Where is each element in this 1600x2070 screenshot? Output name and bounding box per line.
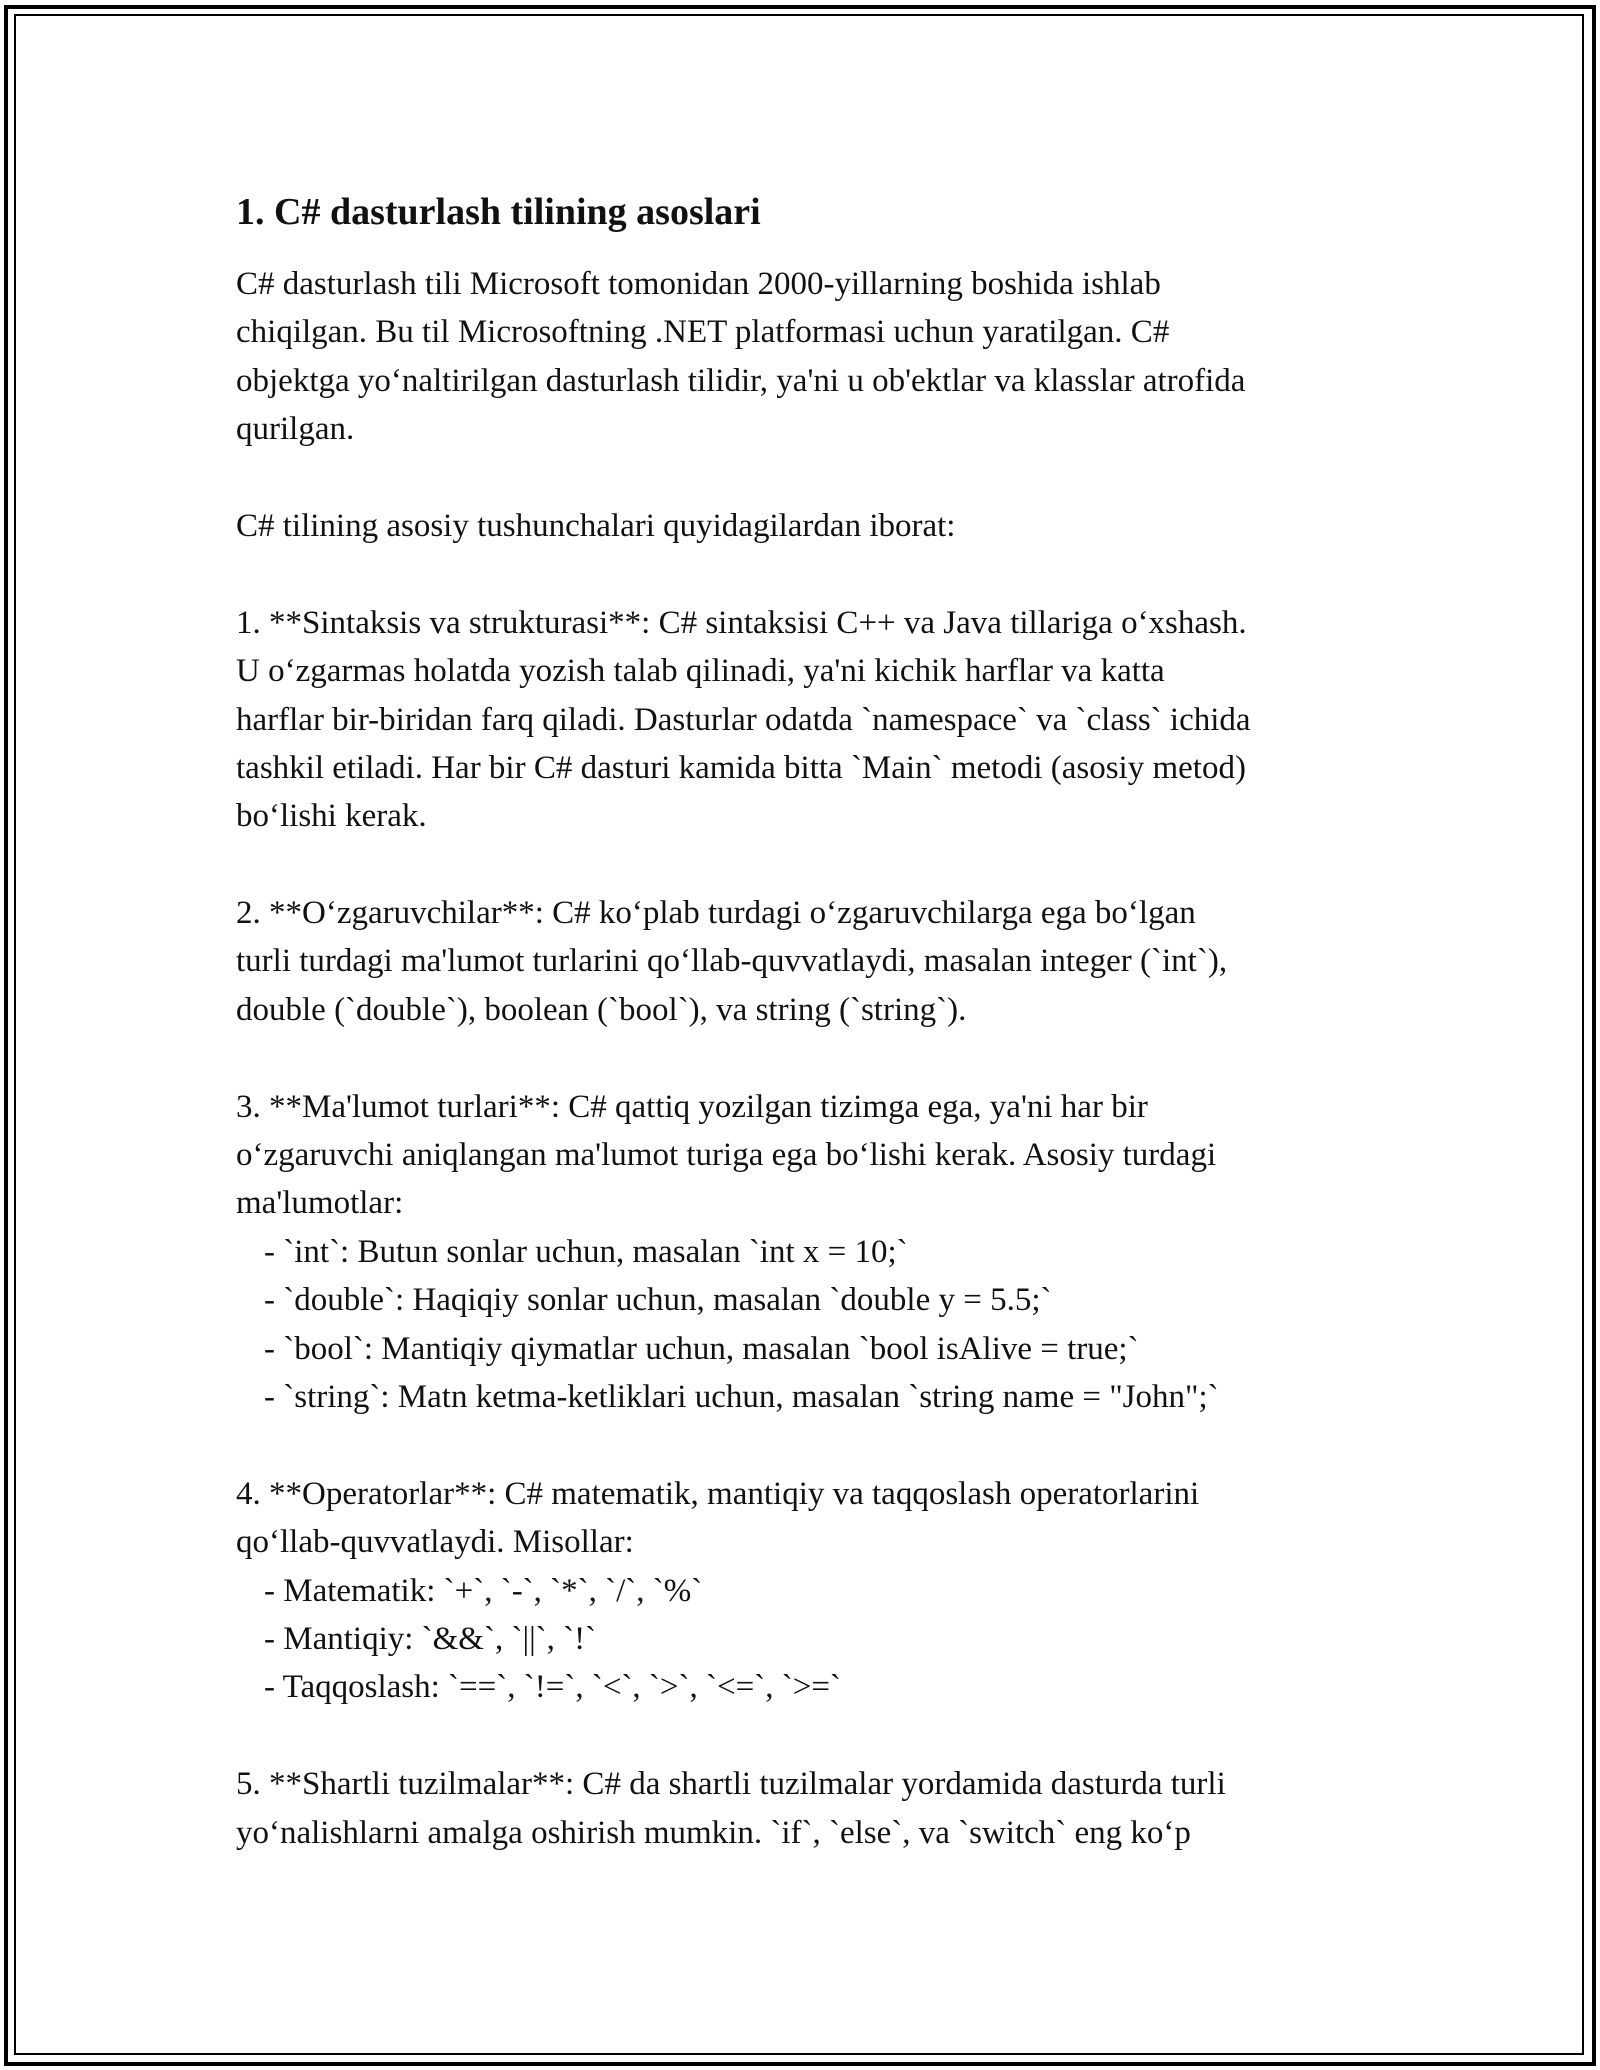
blank-line bbox=[236, 841, 1386, 889]
list-item: - `double`: Haqiqiy sonlar uchun, masalan `double y = 5.5;` bbox=[264, 1282, 1052, 1319]
text-line: C# tilining asosiy tushunchalari quyidagilardan iborat: bbox=[236, 507, 956, 544]
page-title: 1. C# dasturlash tilining asoslari bbox=[236, 191, 761, 233]
list-item: - `bool`: Mantiqiy qiymatlar uchun, masalan `bool isAlive = true;` bbox=[264, 1330, 1139, 1367]
blank-line bbox=[236, 1712, 1386, 1760]
list-item: - Mantiqiy: `&&`, `||`, `!` bbox=[264, 1620, 597, 1657]
blank-line bbox=[236, 1421, 1386, 1469]
text-line: chiqilgan. Bu til Microsoftning .NET platformasi uchun yaratilgan. C# bbox=[236, 314, 1170, 351]
text-line: 4. **Operatorlar**: C# matematik, mantiqiy va taqqoslash operatorlarini bbox=[236, 1475, 1200, 1512]
section-data-types bbox=[236, 1083, 1386, 1422]
paragraph-intro bbox=[236, 260, 1386, 454]
list-item: - Taqqoslash: `==`, `!=`, `<`, `>`, `<=`, `>=` bbox=[264, 1669, 841, 1706]
section-syntax bbox=[236, 599, 1386, 841]
text-line: double (`double`), boolean (`bool`), va string (`string`). bbox=[236, 991, 967, 1028]
text-line: yo‘nalishlarni amalga oshirish mumkin. `if`, `else`, va `switch` eng ko‘p bbox=[236, 1814, 1191, 1851]
text-line: o‘zgaruvchi aniqlangan ma'lumot turiga ega bo‘lishi kerak. Asosiy turdagi bbox=[236, 1137, 1217, 1174]
text-line: C# dasturlash tili Microsoft tomonidan 2000-yillarning boshida ishlab bbox=[236, 266, 1161, 302]
text-line: 5. **Shartli tuzilmalar**: C# da shartli tuzilmalar yordamida dasturda turli bbox=[236, 1766, 1226, 1803]
document-content bbox=[236, 186, 1386, 1857]
section-conditionals bbox=[236, 1760, 1386, 1857]
text-line: 2. **O‘zgaruvchilar**: C# ko‘plab turdagi o‘zgaruvchilarga ega bo‘lgan bbox=[236, 895, 1196, 932]
list-item: - `string`: Matn ketma-ketliklari uchun, masalan `string name = "John";` bbox=[264, 1378, 1219, 1415]
list-item: - Matematik: `+`, `-`, `*`, `/`, `%` bbox=[264, 1572, 703, 1609]
text-line: objektga yo‘naltirilgan dasturlash tilidir, ya'ni u ob'ektlar va klasslar atrofida bbox=[236, 362, 1246, 399]
blank-line bbox=[236, 1034, 1386, 1082]
blank-line bbox=[236, 550, 1386, 598]
text-line: 3. **Ma'lumot turlari**: C# qattiq yozilgan tizimga ega, ya'ni har bir bbox=[236, 1088, 1148, 1125]
text-line: U o‘zgarmas holatda yozish talab qilinadi, ya'ni kichik harflar va katta bbox=[236, 653, 1165, 690]
list-item: - `int`: Butun sonlar uchun, masalan `int x = 10;` bbox=[264, 1233, 908, 1270]
text-line: ma'lumotlar: bbox=[236, 1185, 404, 1222]
text-line: harflar bir-biridan farq qiladi. Dasturlar odatda `namespace` va `class` ichida bbox=[236, 701, 1251, 738]
text-line: turli turdagi ma'lumot turlarini qo‘llab-quvvatlaydi, masalan integer (`int`), bbox=[236, 943, 1228, 980]
section-variables bbox=[236, 889, 1386, 1034]
text-line: 1. **Sintaksis va strukturasi**: C# sintaksisi C++ va Java tillariga o‘xshash. bbox=[236, 604, 1247, 641]
section-operators bbox=[236, 1470, 1386, 1712]
blank-line bbox=[236, 454, 1386, 502]
text-line: qo‘llab-quvvatlaydi. Misollar: bbox=[236, 1524, 634, 1561]
text-line: qurilgan. bbox=[236, 411, 355, 448]
text-line: bo‘lishi kerak. bbox=[236, 798, 427, 835]
paragraph-concepts-intro bbox=[236, 502, 1386, 550]
text-line: tashkil etiladi. Har bir C# dasturi kamida bitta `Main` metodi (asosiy metod) bbox=[236, 749, 1246, 786]
